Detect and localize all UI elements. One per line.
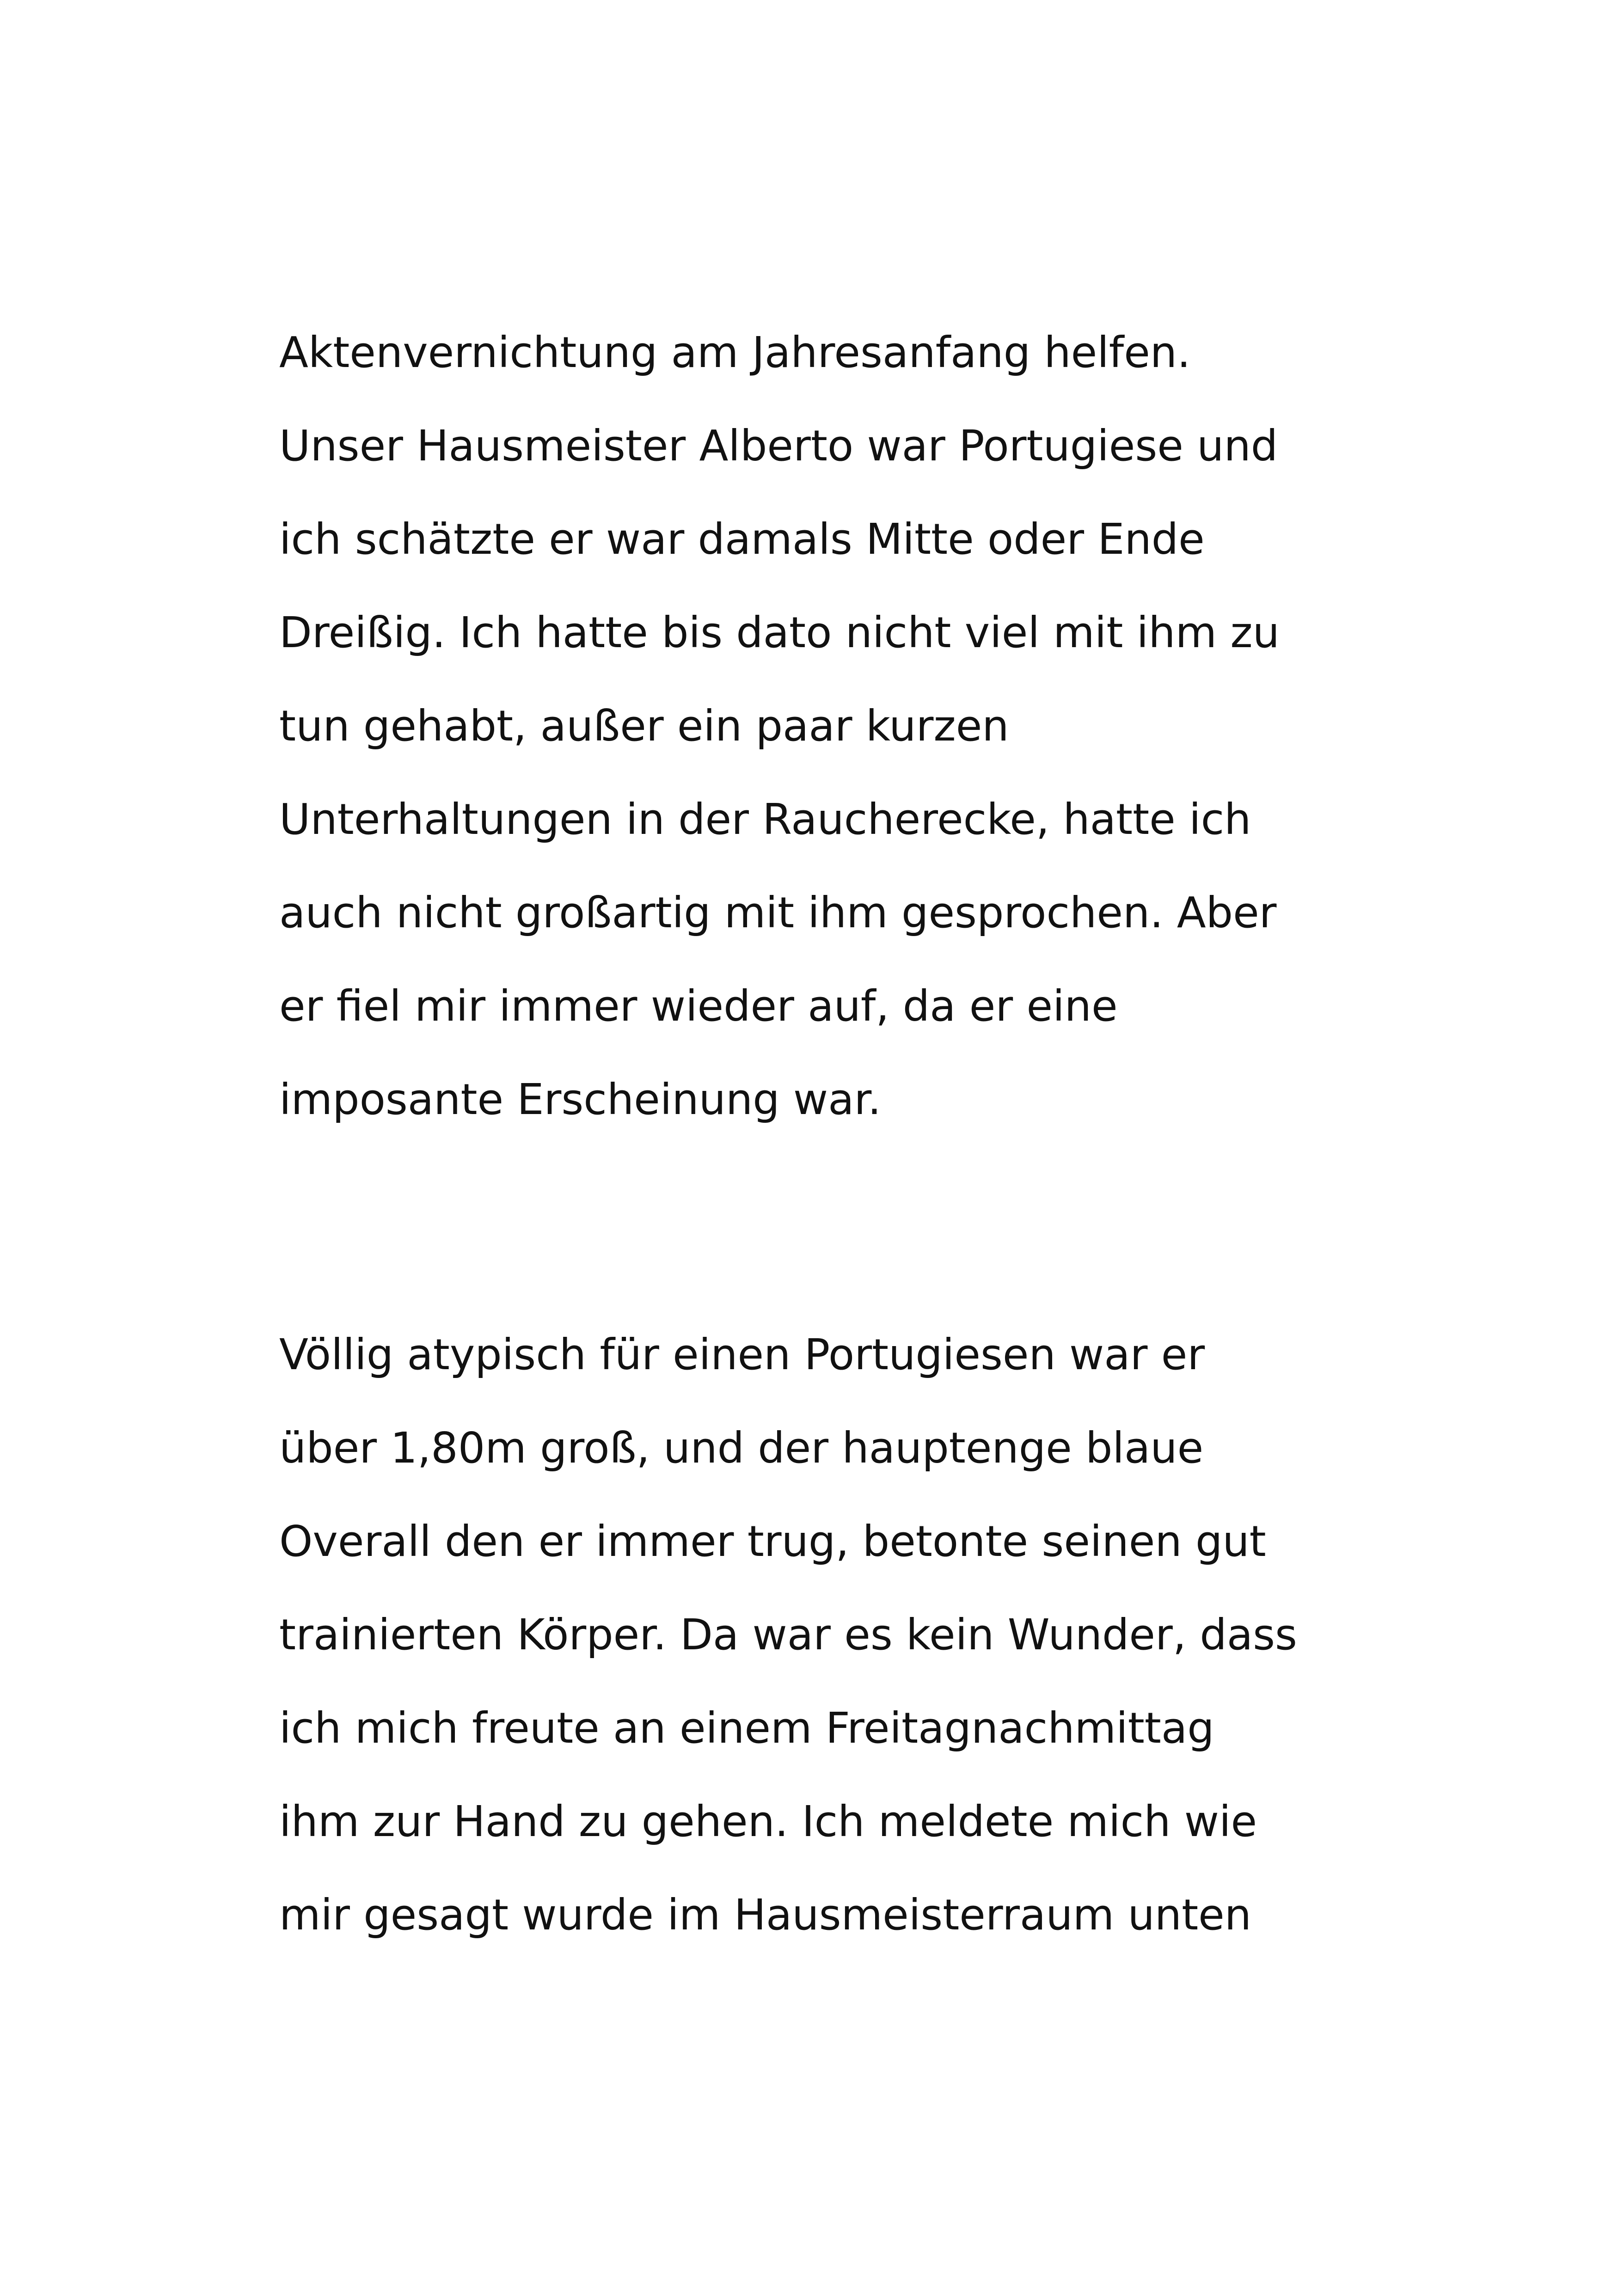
text-line: trainierten Körper. Da war es kein Wunder, dass bbox=[279, 1610, 1297, 1659]
text-line: über 1,80m groß, und der hauptenge blaue bbox=[279, 1423, 1204, 1473]
text-line: mir gesagt wurde im Hausmeisterraum unten bbox=[279, 1890, 1252, 1940]
text-line: er fiel mir immer wieder auf, da er eine bbox=[279, 981, 1118, 1031]
text-line: auch nicht großartig mit ihm gesprochen. Aber bbox=[279, 888, 1277, 937]
text-line: tun gehabt, außer ein paar kurzen bbox=[279, 701, 1009, 751]
paragraph-2 bbox=[279, 1308, 1398, 1962]
paragraph-1 bbox=[279, 306, 1398, 1146]
text-line: imposante Erscheinung war. bbox=[279, 1075, 882, 1124]
text-line: ich schätzte er war damals Mitte oder Ende bbox=[279, 514, 1205, 564]
text-line: Unterhaltungen in der Raucherecke, hatte ich bbox=[279, 795, 1251, 844]
text-line: Aktenvernichtung am Jahresanfang helfen. bbox=[279, 328, 1191, 377]
text-line: Overall den er immer trug, betonte seinen gut bbox=[279, 1517, 1266, 1566]
text-line: Völlig atypisch für einen Portugiesen war er bbox=[279, 1330, 1205, 1379]
text-line: ihm zur Hand zu gehen. Ich meldete mich wie bbox=[279, 1797, 1257, 1846]
text-line: Unser Hausmeister Alberto war Portugiese und bbox=[279, 421, 1278, 471]
text-line: ich mich freute an einem Freitagnachmittag bbox=[279, 1703, 1214, 1753]
text-line: Dreißig. Ich hatte bis dato nicht viel mit ihm zu bbox=[279, 608, 1280, 657]
